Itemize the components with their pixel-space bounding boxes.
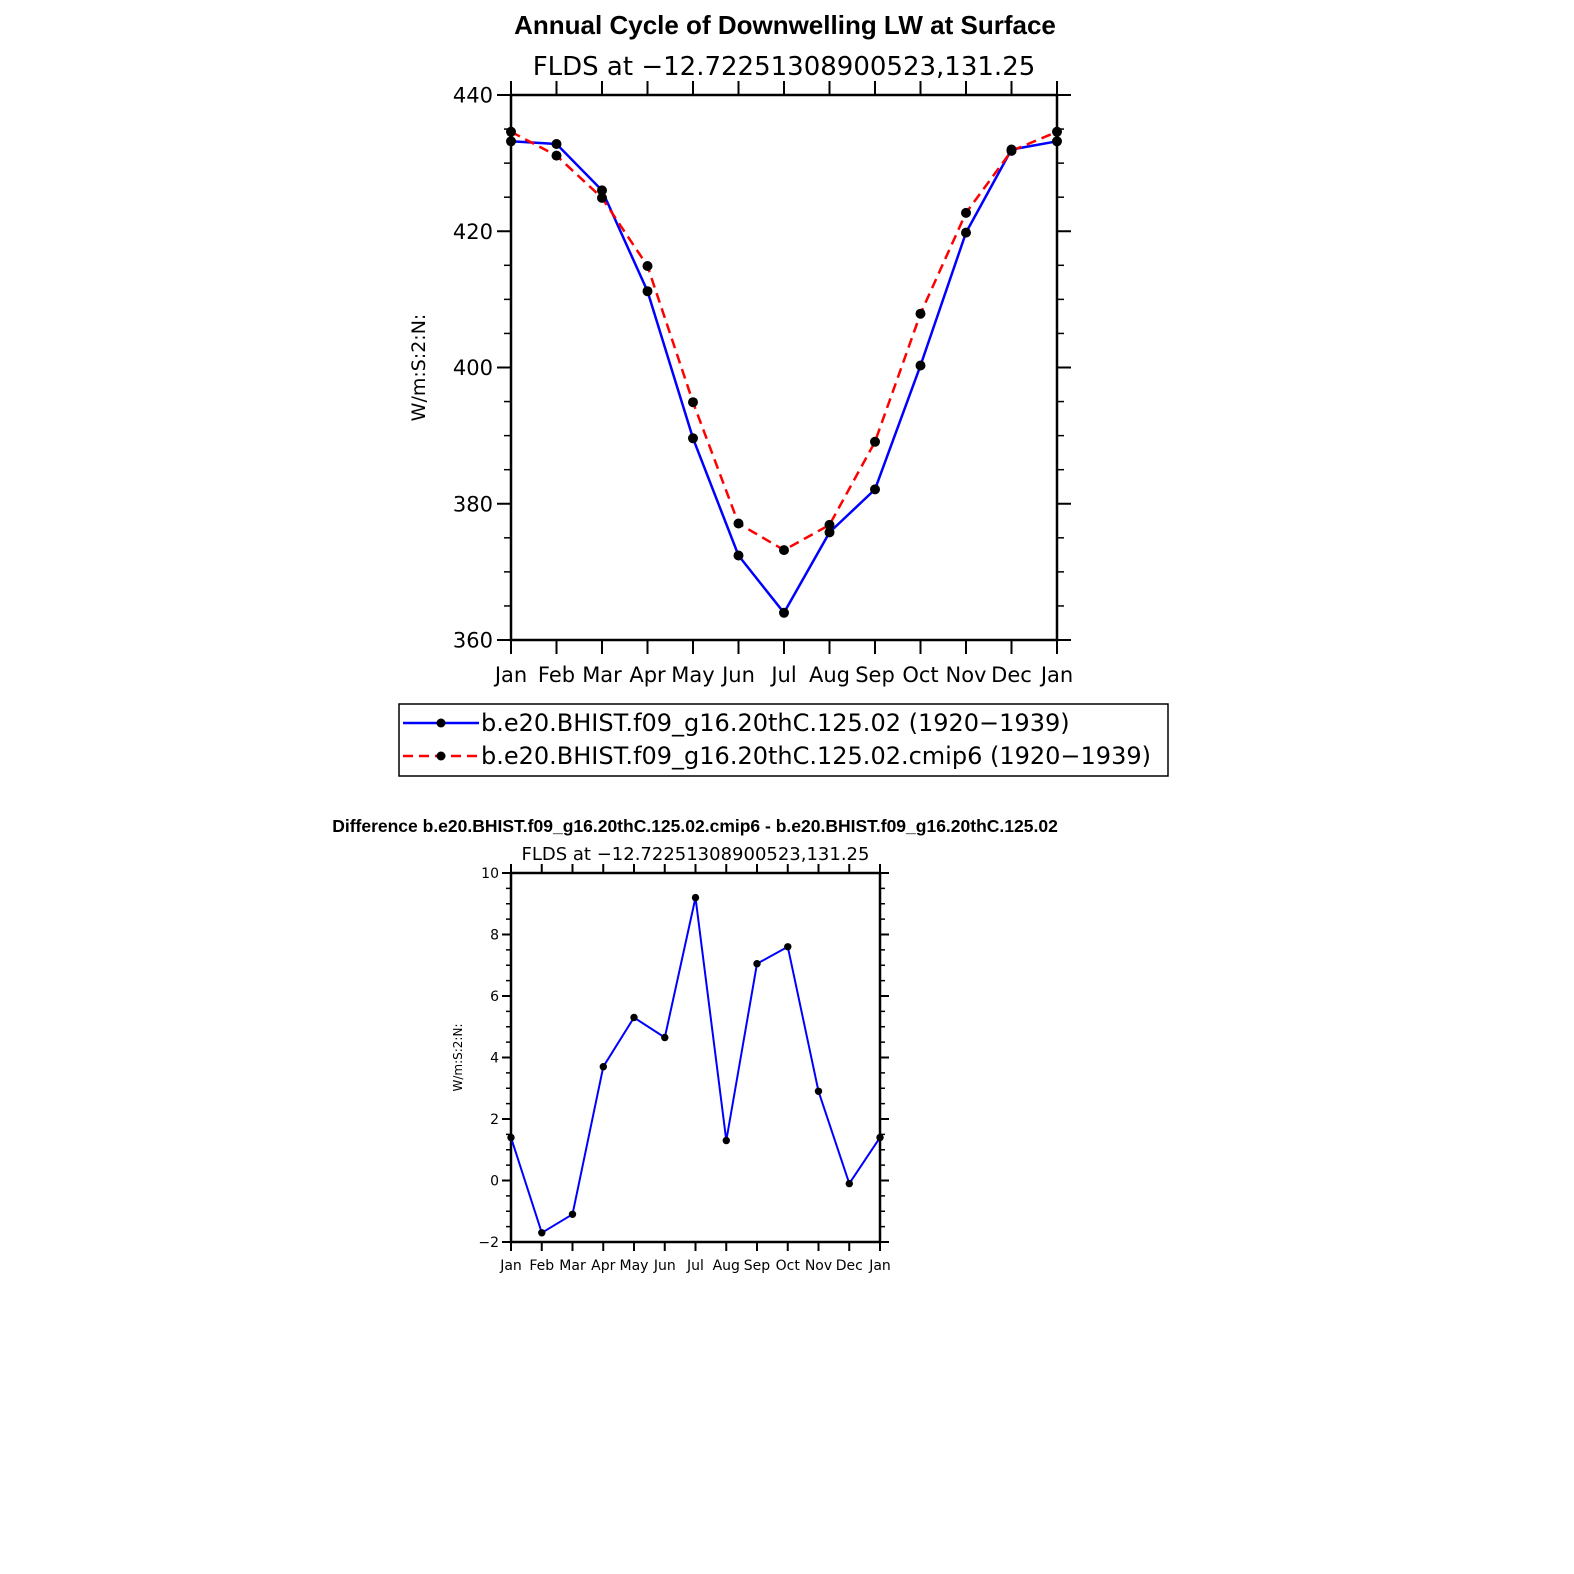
x-tick-label: Jan: [494, 663, 528, 687]
x-tick-label: Sep: [743, 1258, 771, 1274]
chart-title: Annual Cycle of Downwelling LW at Surface: [514, 10, 1056, 40]
data-point-s1-2: [538, 1229, 545, 1236]
x-tick-label: Jul: [771, 663, 797, 687]
y-tick-label: −2: [478, 1235, 499, 1252]
data-point-s1-10: [784, 943, 791, 950]
data-point-s2-8: [825, 520, 835, 530]
data-point-s1-5: [688, 433, 698, 443]
legend-entry: b.e20.BHIST.f09_g16.20thC.125.02 (1920−1939): [481, 709, 1070, 737]
y-axis-label: W/m:S:2:N:: [408, 313, 430, 422]
data-point-s2-3: [597, 193, 607, 203]
data-point-s1-13: [1052, 136, 1062, 146]
x-tick-label: Jul: [687, 1258, 704, 1274]
data-point-s1-1: [506, 136, 516, 146]
x-tick-label: Mar: [582, 663, 622, 687]
x-tick-label: Nov: [945, 663, 987, 687]
data-point-s2-13: [1052, 127, 1062, 137]
x-tick-label: Mar: [559, 1258, 586, 1274]
y-tick-label: 4: [490, 1050, 499, 1067]
data-point-s1-2: [552, 139, 562, 149]
x-tick-label: Aug: [712, 1258, 740, 1274]
y-tick-label: 0: [490, 1173, 499, 1190]
y-axis-label: W/m:S:2:N:: [451, 1023, 465, 1092]
x-tick-label: Dec: [835, 1258, 863, 1274]
data-point-s2-7: [779, 545, 789, 555]
plot-frame: [511, 95, 1057, 640]
x-tick-label: May: [671, 663, 715, 687]
x-tick-label: May: [619, 1258, 649, 1274]
y-tick-label: 380: [452, 492, 493, 517]
x-tick-label: Aug: [808, 663, 851, 687]
legend: [399, 704, 1168, 776]
data-point-s2-12: [1007, 146, 1017, 156]
legend-entry: b.e20.BHIST.f09_g16.20thC.125.02.cmip6 (1920−1939): [481, 742, 1151, 770]
y-tick-label: 400: [452, 356, 493, 381]
data-point-s2-9: [870, 437, 880, 447]
data-point-s1-9: [870, 484, 880, 494]
x-tick-label: Jun: [722, 663, 755, 687]
data-point-s2-6: [734, 519, 744, 529]
chart-2: [332, 816, 1058, 1274]
series-line-1: [511, 141, 1057, 613]
series-line-1: [511, 898, 880, 1233]
data-point-s1-13: [876, 1134, 883, 1141]
y-tick-label: 10: [481, 866, 499, 883]
data-point-s2-10: [916, 309, 926, 319]
data-point-s1-10: [916, 361, 926, 371]
x-tick-label: Jan: [869, 1258, 891, 1274]
data-point-s1-4: [643, 286, 653, 296]
data-point-s1-6: [734, 551, 744, 561]
y-tick-label: 440: [452, 83, 493, 108]
data-point-s1-4: [600, 1063, 607, 1070]
data-point-s1-1: [507, 1134, 514, 1141]
x-tick-label: Jan: [1040, 663, 1074, 687]
x-tick-label: Apr: [591, 1258, 616, 1274]
y-tick-label: 6: [490, 989, 499, 1006]
chart-1: [399, 10, 1168, 776]
data-point-s2-4: [643, 261, 653, 271]
x-tick-label: Oct: [902, 663, 939, 687]
chart-subtitle: FLDS at −12.72251308900523,131.25: [532, 52, 1036, 82]
legend-swatch-marker: [437, 752, 446, 761]
chart-subtitle: FLDS at −12.72251308900523,131.25: [521, 844, 870, 865]
x-tick-label: Jun: [653, 1258, 676, 1274]
data-point-s2-2: [552, 151, 562, 161]
x-tick-label: Jan: [500, 1258, 522, 1274]
data-point-s2-1: [506, 127, 516, 137]
x-tick-label: Sep: [855, 663, 895, 687]
data-point-s1-12: [846, 1180, 853, 1187]
data-point-s2-5: [688, 397, 698, 407]
data-point-s1-8: [723, 1137, 730, 1144]
series-line-2: [511, 132, 1057, 550]
y-tick-label: 360: [452, 628, 493, 653]
x-tick-label: Apr: [629, 663, 666, 687]
chart-title: Difference b.e20.BHIST.f09_g16.20thC.125.02.cmip6 - b.e20.BHIST.f09_g16.20thC.125.02: [332, 816, 1058, 836]
x-tick-label: Feb: [537, 663, 576, 687]
y-tick-label: 2: [490, 1112, 499, 1129]
x-tick-label: Oct: [775, 1258, 800, 1274]
x-tick-label: Nov: [804, 1258, 833, 1274]
plot-frame: [511, 873, 880, 1242]
x-tick-label: Dec: [991, 663, 1032, 687]
data-point-s1-6: [661, 1034, 668, 1041]
x-tick-label: Feb: [529, 1258, 555, 1274]
data-point-s1-9: [753, 960, 760, 967]
data-point-s1-11: [815, 1088, 822, 1095]
y-tick-label: 8: [490, 927, 499, 944]
y-tick-label: 420: [452, 219, 493, 244]
data-point-s1-7: [779, 608, 789, 618]
data-point-s1-3: [569, 1211, 576, 1218]
data-point-s1-7: [692, 894, 699, 901]
data-point-s2-11: [961, 208, 971, 218]
data-point-s1-5: [630, 1014, 637, 1021]
data-point-s1-11: [961, 228, 971, 238]
legend-swatch-marker: [437, 719, 446, 728]
